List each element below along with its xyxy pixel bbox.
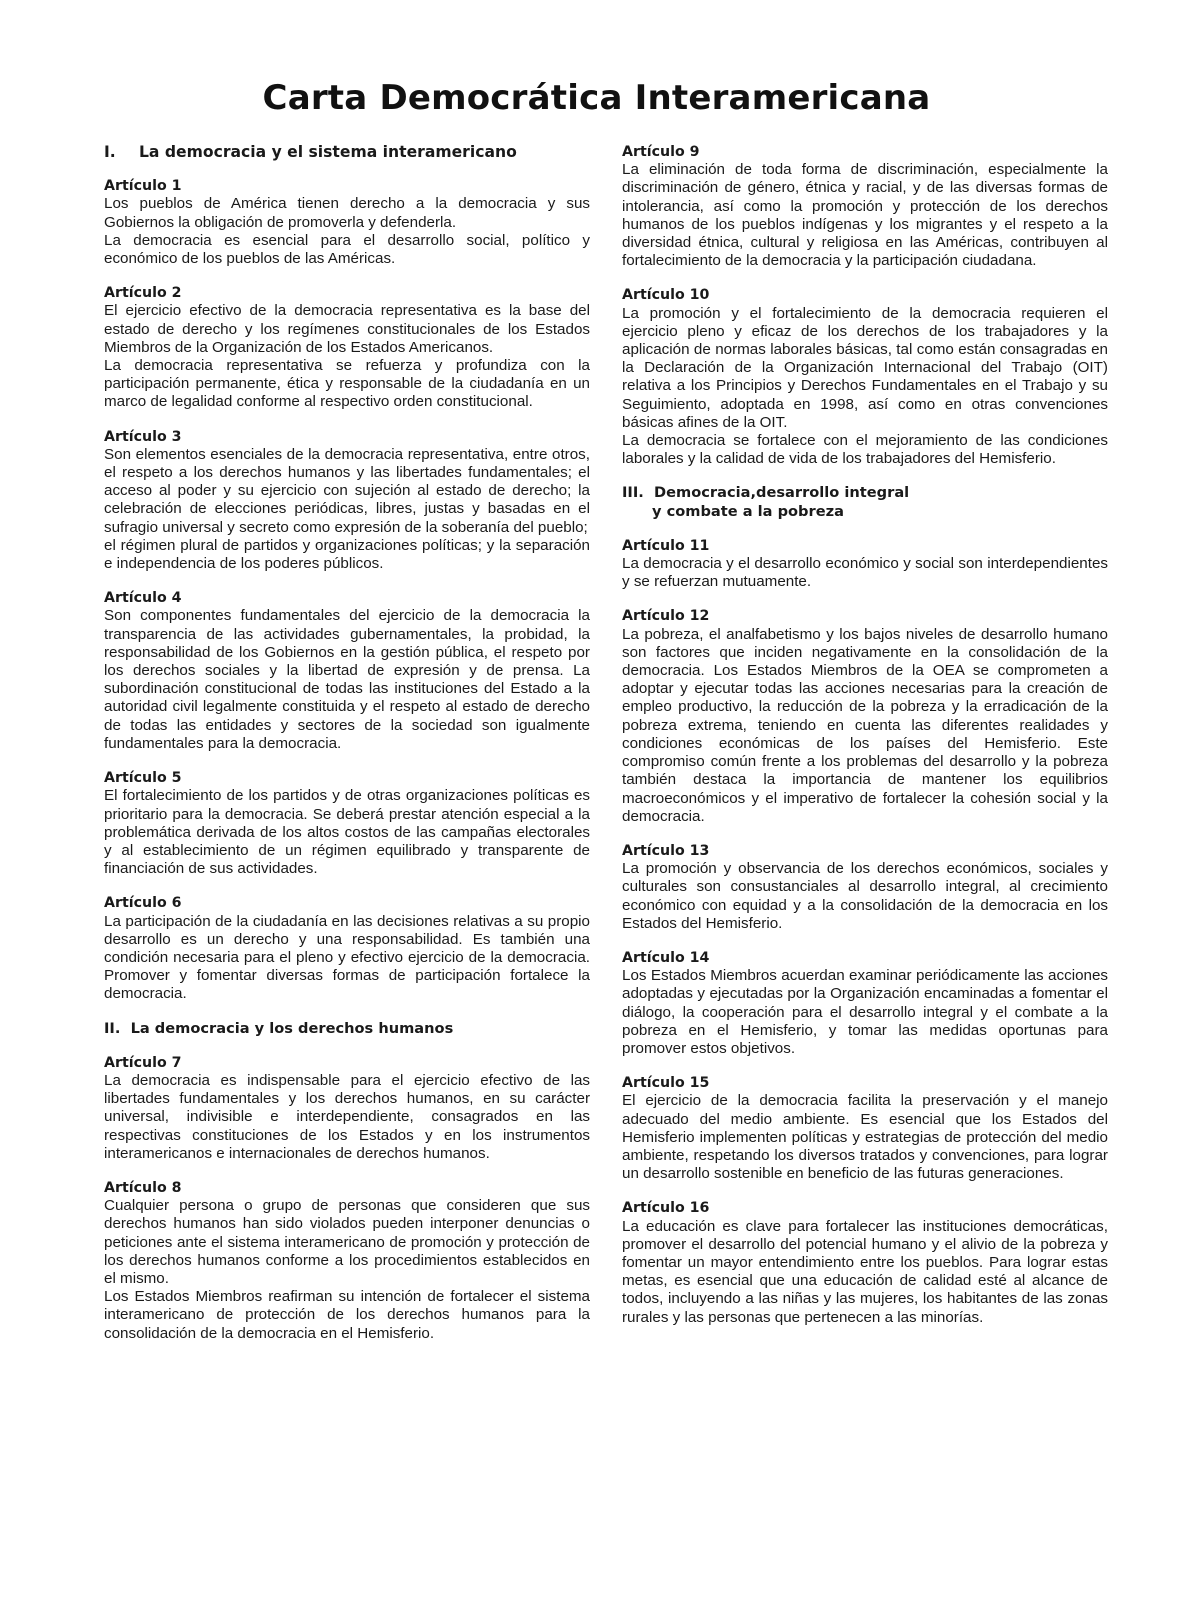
- article-heading: Artículo 7: [104, 1054, 182, 1071]
- article-heading: Artículo 6: [104, 895, 182, 912]
- article-heading: Artículo 4: [104, 590, 182, 607]
- article-paragraph: el régimen plural de partidos y organizaciones políticas; y la separación e independencia de los poderes públicos.: [104, 536, 590, 573]
- article-1: [104, 177, 590, 268]
- article-paragraph: La democracia representativa se refuerza y profundiza con la participación permanente, ética y responsable de la ciudadanía en un marco de legalidad conforme al respectivo orden constitucional.: [104, 357, 590, 411]
- article-2: [104, 284, 590, 411]
- section-number: II.: [104, 1019, 121, 1037]
- article-paragraph: La educación es clave para fortalecer las instituciones democráticas, promover el desarrollo del potencial humano y el alivio de la pobreza y fomentar un mayor entendimiento entre los pueblos. Para lograr estas metas, es esencial que una educación de calidad esté al alcance de todos, incluyendo a las niñas y las mujeres, los habitantes de las zonas rurales y las personas que pertenecen a las minorías.: [622, 1217, 1108, 1326]
- article-heading: Artículo 14: [622, 949, 710, 966]
- article-heading: Artículo 15: [622, 1075, 710, 1092]
- article-10: [622, 286, 1108, 468]
- article-11: [622, 537, 1108, 592]
- article-paragraph: La pobreza, el analfabetismo y los bajos niveles de desarrollo humano son factores que inciden negativamente en la consolidación de la democracia. Los Estados Miembros de la OEA se comprometen a adoptar y ejecutar todas las acciones necesarias para la creación de empleo productivo, la reducción de la pobreza y la erradicación de la pobreza extrema, teniendo en cuenta las diferentes realidades y condiciones económicas de los países del Hemisferio. Este compromiso común frente a los problemas del desarrollo y la pobreza también destaca la importancia de mantener los equilibrios macroeconómicos y el imperativo de fortalecer la cohesión social y la democracia.: [622, 625, 1108, 825]
- article-paragraph: La democracia y el desarrollo económico y social son interdependientes y se refuerzan mutuamente.: [622, 555, 1108, 591]
- article-paragraph: La promoción y el fortalecimiento de la democracia requieren el ejercicio pleno y eficaz de los derechos de los trabajadores y la aplicación de normas laborales básicas, tal como están consagradas en la Declaración de la Organización Internacional del Trabajo (OIT) relativa a los Principios y Derechos Fundamentales en el Trabajo y su Seguimiento, adoptada en 1998, así como en otras convenciones básicas afines de la OIT.: [622, 304, 1108, 431]
- article-paragraph: La democracia es indispensable para el ejercicio efectivo de las libertades fundamentales y los derechos humanos, en su carácter universal, indivisible e interdependiente, consagrados en las respectivas constituciones de los Estados y en los instrumentos interamericanos e internacionales de derechos humanos.: [104, 1071, 590, 1162]
- article-paragraph: La participación de la ciudadanía en las decisiones relativas a su propio desarrollo es un derecho y una responsabilidad. Es también una condición necesaria para el pleno y efectivo ejercicio de la democracia. Promover y fomentar diversas formas de participación fortalece la democracia.: [104, 912, 590, 1003]
- article-12: [622, 607, 1108, 825]
- article-5: [104, 769, 590, 878]
- section-title-line2: y combate a la pobreza: [652, 502, 844, 520]
- article-8: [104, 1179, 590, 1343]
- section-number: I.: [104, 143, 116, 161]
- article-heading: Artículo 13: [622, 842, 710, 859]
- article-4: [104, 589, 590, 753]
- article-15: [622, 1074, 1108, 1183]
- article-9: [622, 143, 1108, 270]
- article-heading: Artículo 3: [104, 428, 182, 445]
- article-16: [622, 1199, 1108, 1326]
- article-13: [622, 842, 1108, 933]
- left-column: [104, 143, 590, 1359]
- article-heading: Artículo 5: [104, 770, 182, 787]
- section-heading-2: [104, 1020, 590, 1038]
- article-heading: Artículo 9: [622, 144, 700, 160]
- article-paragraph: Son componentes fundamentales del ejercicio de la democracia la transparencia de las actividades gubernamentales, la probidad, la responsabilidad de los Gobiernos en la gestión pública, el respeto por los derechos sociales y la libertad de expresión y de prensa. La subordinación constitucional de todas las instituciones del Estado a la autoridad civil legalmente constituida y el respeto al estado de derecho de todas las entidades y sectores de la sociedad son igualmente fundamentales para la democracia.: [104, 607, 590, 752]
- article-paragraph: La promoción y observancia de los derechos económicos, sociales y culturales son consustanciales al desarrollo integral, al crecimiento económico con equidad y a la consolidación de la democracia en los Estados del Hemisferio.: [622, 860, 1108, 932]
- article-paragraph: El ejercicio efectivo de la democracia representativa es la base del estado de derecho y los regímenes constitucionales de los Estados Miembros de la Organización de los Estados Americanos.: [104, 302, 590, 356]
- article-heading: Artículo 8: [104, 1179, 182, 1196]
- section-title: La democracia y los derechos humanos: [130, 1019, 454, 1037]
- article-heading: Artículo 12: [622, 608, 710, 625]
- article-paragraph: El fortalecimiento de los partidos y de otras organizaciones políticas es prioritario para la democracia. Se deberá prestar atención especial a la problemática derivada de los altos costos de las campañas electorales y al establecimiento de un régimen equilibrado y transparente de financiación de sus actividades.: [104, 787, 590, 878]
- article-paragraph: Los Estados Miembros reafirman su intención de fortalecer el sistema interamericano de protección de los derechos humanos para la consolidación de la democracia en el Hemisferio.: [104, 1288, 590, 1342]
- article-paragraph: Cualquier persona o grupo de personas que consideren que sus derechos humanos han sido violados pueden interponer denuncias o peticiones ante el sistema interamericano de promoción y protección de los derechos humanos conforme a los procedimientos establecidos en el mismo.: [104, 1197, 590, 1287]
- section-heading-3: [622, 484, 1108, 520]
- article-heading: Artículo 16: [622, 1200, 710, 1217]
- document-title: Carta Democrática Interamericana: [262, 78, 931, 118]
- article-paragraph: Los Estados Miembros acuerdan examinar periódicamente las acciones adoptadas y ejecutadas por la Organización encaminadas a fomentar el diálogo, la cooperación para el desarrollo integral y el combate a la pobreza en el Hemisferio, y tomar las medidas oportunas para promover estos objetivos.: [622, 967, 1108, 1057]
- article-heading: Artículo 1: [104, 178, 182, 195]
- article-paragraph: El ejercicio de la democracia facilita la preservación y el manejo adecuado del medio ambiente. Es esencial que los Estados del Hemisferio implementen políticas y estrategias de protección del medio ambiente, respetando los diversos tratados y convenciones, para lograr un desarrollo sostenible en beneficio de las futuras generaciones.: [622, 1092, 1108, 1183]
- right-column: [622, 143, 1108, 1343]
- article-3: [104, 428, 590, 574]
- section-title: La democracia y el sistema interamericano: [139, 143, 517, 161]
- article-paragraph: La eliminación de toda forma de discriminación, especialmente la discriminación de género, étnica y racial, y de las diversas formas de intolerancia, así como la promoción y protección de los derechos humanos de los pueblos indígenas y los migrantes y el respeto a la diversidad étnica, cultural y religiosa en las Américas, contribuyen al fortalecimiento de la democracia y la participación ciudadana.: [622, 161, 1108, 270]
- article-heading: Artículo 11: [622, 537, 710, 554]
- article-heading: Artículo 10: [622, 287, 710, 304]
- section-title-line1: Democracia,desarrollo integral: [654, 484, 910, 502]
- article-7: [104, 1054, 590, 1163]
- article-14: [622, 949, 1108, 1058]
- article-paragraph: La democracia es esencial para el desarrollo social, político y económico de los pueblos de las Américas.: [104, 231, 590, 268]
- article-paragraph: Son elementos esenciales de la democracia representativa, entre otros, el respeto a los derechos humanos y las libertades fundamentales; el acceso al poder y su ejercicio con sujeción al estado de derecho; la celebración de elecciones periódicas, libres, justas y basadas en el sufragio universal y secreto como expresión de la soberanía del pueblo;: [104, 445, 590, 536]
- article-heading: Artículo 2: [104, 285, 182, 302]
- article-6: [104, 894, 590, 1003]
- article-paragraph: Los pueblos de América tienen derecho a la democracia y sus Gobiernos la obligación de promoverla y defenderla.: [104, 195, 590, 231]
- section-heading-1: [104, 143, 590, 161]
- article-paragraph: La democracia se fortalece con el mejoramiento de las condiciones laborales y la calidad de vida de los trabajadores del Hemisferio.: [622, 432, 1108, 468]
- section-number: III.: [622, 484, 644, 502]
